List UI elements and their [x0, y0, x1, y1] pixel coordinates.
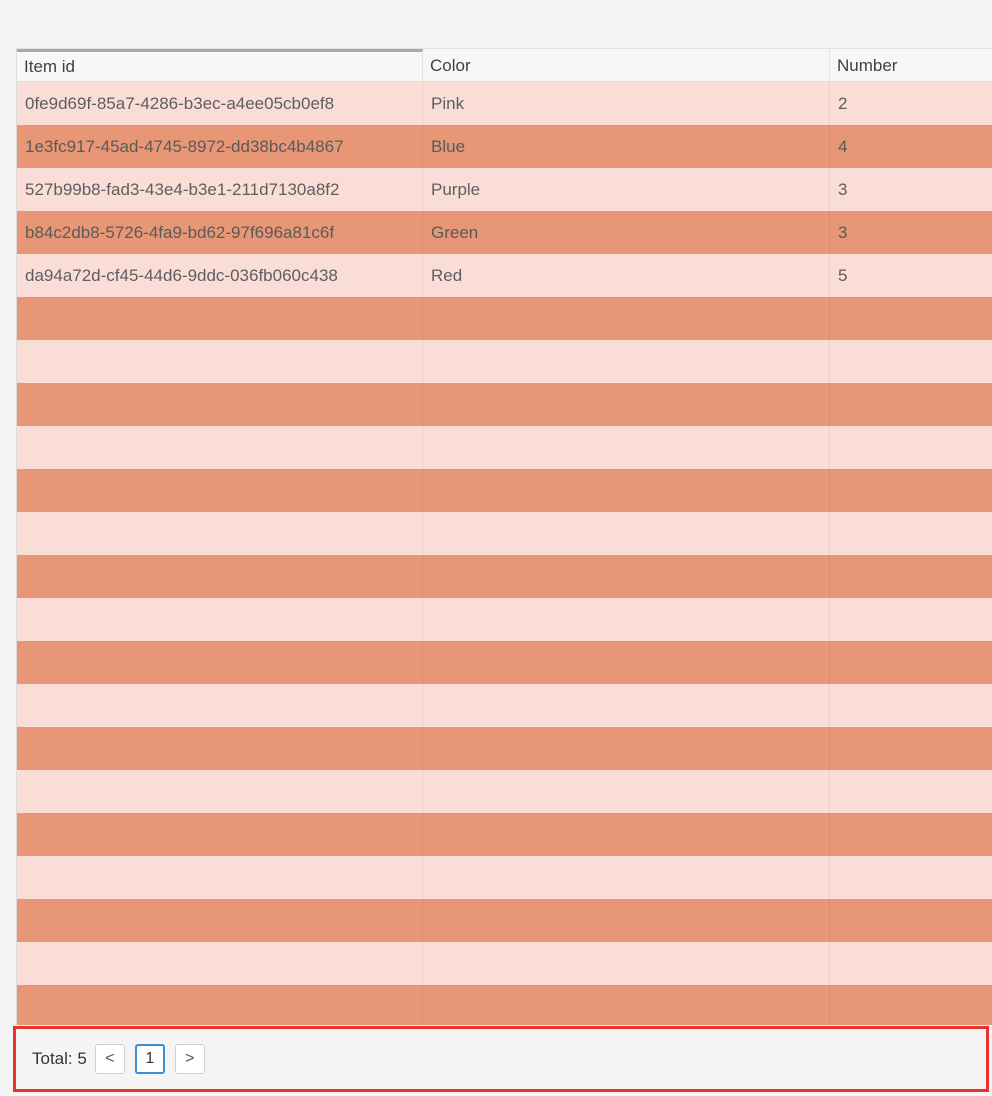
- cell-color: [423, 383, 830, 426]
- prev-page-button[interactable]: [95, 1044, 125, 1074]
- cell-color: [423, 598, 830, 641]
- cell-item-id: 1e3fc917-45ad-4745-8972-dd38bc4b4867: [17, 125, 423, 168]
- cell-color: [423, 555, 830, 598]
- chevron-left-icon: <: [105, 1050, 115, 1067]
- table-row[interactable]: [17, 125, 992, 168]
- cell-item-id: 0fe9d69f-85a7-4286-b3ec-a4ee05cb0ef8: [17, 82, 423, 125]
- data-grid: [16, 48, 992, 1025]
- cell-number: [830, 383, 992, 426]
- cell-number: [830, 555, 992, 598]
- cell-color: [423, 340, 830, 383]
- cell-item-id: [17, 512, 423, 555]
- page-number-button[interactable]: [135, 1044, 165, 1074]
- cell-item-id: [17, 598, 423, 641]
- empty-row[interactable]: [17, 684, 992, 727]
- cell-color: [423, 512, 830, 555]
- grid-body: [17, 82, 992, 1025]
- cell-color: [423, 942, 830, 985]
- empty-row[interactable]: [17, 469, 992, 512]
- cell-item-id: [17, 727, 423, 770]
- pagination-bar: [13, 1026, 989, 1092]
- empty-row[interactable]: [17, 555, 992, 598]
- cell-item-id: [17, 813, 423, 856]
- cell-number: [830, 942, 992, 985]
- next-page-button[interactable]: [175, 1044, 205, 1074]
- cell-number: [830, 469, 992, 512]
- cell-color: [423, 727, 830, 770]
- column-header-color[interactable]: Color: [423, 49, 830, 82]
- grid-header: [17, 49, 992, 82]
- cell-color: [423, 856, 830, 899]
- empty-row[interactable]: [17, 641, 992, 684]
- page-number-label: 1: [145, 1050, 155, 1067]
- empty-row[interactable]: [17, 340, 992, 383]
- empty-row[interactable]: [17, 727, 992, 770]
- table-row[interactable]: [17, 211, 992, 254]
- cell-color: [423, 469, 830, 512]
- cell-color: [423, 770, 830, 813]
- cell-item-id: 527b99b8-fad3-43e4-b3e1-211d7130a8f2: [17, 168, 423, 211]
- cell-number: [830, 727, 992, 770]
- empty-row[interactable]: [17, 512, 992, 555]
- cell-item-id: [17, 899, 423, 942]
- cell-number: [830, 426, 992, 469]
- cell-number: [830, 512, 992, 555]
- cell-item-id: [17, 297, 423, 340]
- column-header-item-id[interactable]: Item id: [17, 49, 423, 82]
- cell-item-id: [17, 340, 423, 383]
- cell-color: Blue: [423, 125, 830, 168]
- cell-item-id: [17, 383, 423, 426]
- cell-color: Green: [423, 211, 830, 254]
- cell-color: [423, 684, 830, 727]
- empty-row[interactable]: [17, 985, 992, 1025]
- cell-number: [830, 684, 992, 727]
- empty-row[interactable]: [17, 426, 992, 469]
- cell-item-id: [17, 684, 423, 727]
- cell-item-id: [17, 985, 423, 1025]
- cell-color: [423, 899, 830, 942]
- empty-row[interactable]: [17, 813, 992, 856]
- cell-item-id: [17, 856, 423, 899]
- cell-color: [423, 297, 830, 340]
- cell-color: [423, 641, 830, 684]
- cell-color: [423, 426, 830, 469]
- cell-number: 4: [838, 137, 848, 156]
- cell-number: [830, 770, 992, 813]
- cell-number: 5: [838, 266, 848, 285]
- table-row[interactable]: [17, 254, 992, 297]
- empty-row[interactable]: [17, 598, 992, 641]
- empty-row[interactable]: [17, 770, 992, 813]
- cell-color: [423, 985, 830, 1025]
- table-row[interactable]: [17, 82, 992, 125]
- cell-color: Purple: [423, 168, 830, 211]
- column-header-number[interactable]: Number: [837, 56, 898, 75]
- empty-row[interactable]: [17, 297, 992, 340]
- cell-number: [830, 813, 992, 856]
- cell-number: [830, 297, 992, 340]
- empty-row[interactable]: [17, 856, 992, 899]
- cell-color: Pink: [423, 82, 830, 125]
- cell-number: 2: [838, 94, 848, 113]
- cell-number: 3: [838, 223, 848, 242]
- cell-number: [830, 899, 992, 942]
- cell-item-id: [17, 770, 423, 813]
- cell-item-id: da94a72d-cf45-44d6-9ddc-036fb060c438: [17, 254, 423, 297]
- total-count: Total: 5: [32, 1049, 87, 1068]
- cell-number: 3: [838, 180, 848, 199]
- empty-row[interactable]: [17, 383, 992, 426]
- cell-color: Red: [423, 254, 830, 297]
- cell-number: [830, 340, 992, 383]
- table-row[interactable]: [17, 168, 992, 211]
- chevron-right-icon: >: [185, 1050, 195, 1067]
- cell-item-id: [17, 641, 423, 684]
- cell-item-id: [17, 426, 423, 469]
- cell-number: [830, 985, 992, 1025]
- cell-number: [830, 598, 992, 641]
- cell-item-id: [17, 942, 423, 985]
- cell-number: [830, 856, 992, 899]
- cell-color: [423, 813, 830, 856]
- empty-row[interactable]: [17, 942, 992, 985]
- cell-item-id: [17, 555, 423, 598]
- empty-row[interactable]: [17, 899, 992, 942]
- cell-item-id: [17, 469, 423, 512]
- cell-number: [830, 641, 992, 684]
- cell-item-id: b84c2db8-5726-4fa9-bd62-97f696a81c6f: [17, 211, 423, 254]
